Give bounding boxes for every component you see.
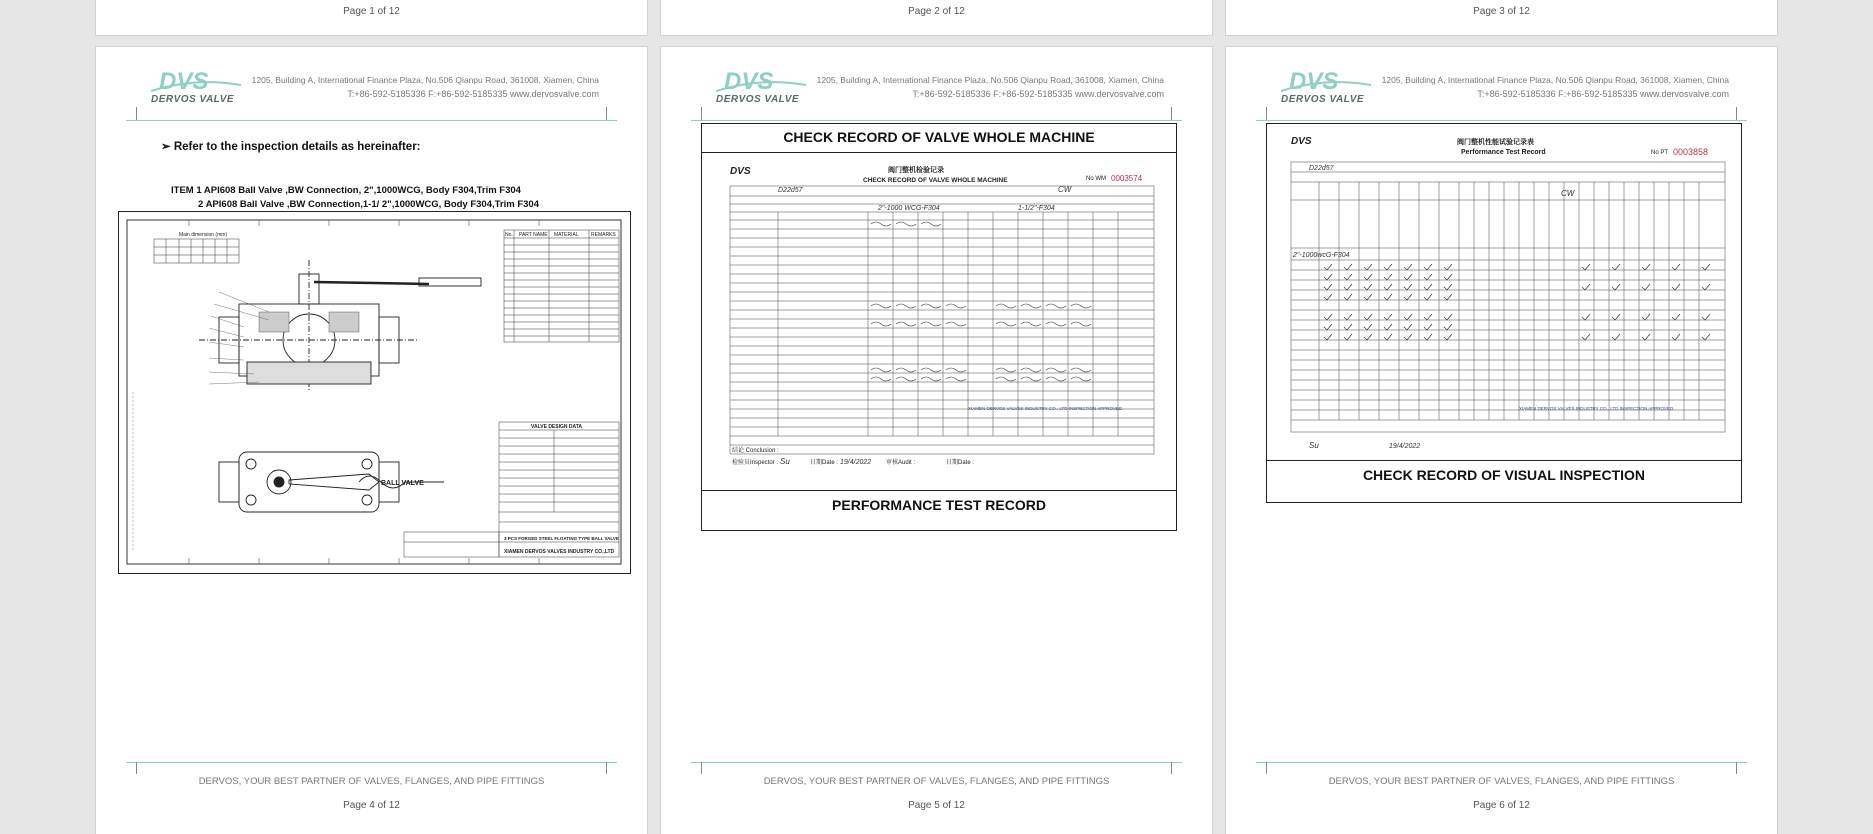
whole-machine-record-box (701, 123, 1177, 531)
svg-text:REMARKS: REMARKS (591, 232, 616, 238)
performance-test-scan (1289, 130, 1729, 456)
svg-text:Performance Test Record: Performance Test Record (1461, 149, 1546, 156)
company-contact: T:+86-592-5185336 F:+86-592-5185335 www.dervosvalve.com (347, 89, 599, 99)
dvs-logo-mark (716, 67, 806, 95)
footer-rule (691, 762, 1182, 763)
svg-text:0003858: 0003858 (1673, 147, 1709, 157)
svg-text:日期Date :: 日期Date : (810, 460, 839, 466)
page-number: Page 2 of 12 (908, 6, 965, 17)
svg-text:DVS: DVS (730, 166, 751, 177)
footer-slogan: DERVOS, YOUR BEST PARTNER OF VALVES, FLANGES, AND PIPE FITTINGS (763, 776, 1110, 787)
svg-text:BALL VALVE: BALL VALVE (381, 480, 424, 487)
svg-text:No PT: No PT (1651, 150, 1669, 156)
record-title-bottom: CHECK RECORD OF VISUAL INSPECTION (1362, 467, 1646, 483)
page-6 (1225, 46, 1778, 834)
dvs-logo-mark (1281, 67, 1371, 95)
svg-text:CW: CW (1561, 189, 1575, 198)
company-contact: T:+86-592-5185336 F:+86-592-5185335 www.dervosvalve.com (1477, 89, 1729, 99)
svg-text:检验员Inspector :: 检验员Inspector : (732, 460, 779, 466)
page-number: Page 3 of 12 (1473, 6, 1530, 17)
svg-text:0003574: 0003574 (1111, 174, 1143, 183)
svg-text:No WM: No WM (1086, 176, 1106, 182)
svg-text:日期Date :: 日期Date : (946, 460, 975, 466)
ball-valve-drawing (118, 211, 631, 574)
svg-text:19/4/2022: 19/4/2022 (840, 459, 872, 466)
footer-slogan: DERVOS, YOUR BEST PARTNER OF VALVES, FLANGES, AND PIPE FITTINGS (1328, 776, 1675, 787)
svg-text:2"-1000wcG-F304: 2"-1000wcG-F304 (1293, 252, 1350, 259)
svg-text:D22d57: D22d57 (778, 187, 803, 194)
svg-text:XIAMEN DERVOS VALVES INDUSTRY: XIAMEN DERVOS VALVES INDUSTRY CO., LTD INSPECTION APPROVED (968, 406, 1123, 411)
svg-text:DVS: DVS (724, 68, 774, 95)
page-number: Page 5 of 12 (908, 800, 965, 811)
svg-text:Su: Su (780, 457, 790, 466)
footer-rule (1256, 762, 1747, 763)
page-number: Page 4 of 12 (343, 800, 400, 811)
page-number: Page 6 of 12 (1473, 800, 1530, 811)
svg-text:PART NAME: PART NAME (519, 232, 548, 238)
valve-engineering-drawing (119, 212, 629, 572)
item-1-line: ITEM 1 API608 Ball Valve ,BW Connection, 2",1000WCG, Body F304,Trim F304 (171, 185, 521, 196)
record-title: CHECK RECORD OF VALVE WHOLE MACHINE (783, 129, 1095, 145)
header-rule (1256, 120, 1747, 121)
svg-text:VALVE DESIGN DATA: VALVE DESIGN DATA (531, 424, 583, 430)
svg-text:DVS: DVS (159, 68, 209, 95)
svg-text:结论 Conclusion :: 结论 Conclusion : (732, 448, 779, 454)
svg-text:MATERIAL: MATERIAL (554, 232, 579, 238)
page-1-bottom (95, 0, 648, 36)
svg-text:Main dimension (mm): Main dimension (mm) (179, 232, 228, 238)
company-contact: T:+86-592-5185336 F:+86-592-5185335 www.dervosvalve.com (912, 89, 1164, 99)
svg-text:Su: Su (1309, 441, 1319, 450)
svg-text:XIAMEN DERVOS VALVES INDUSTRY: XIAMEN DERVOS VALVES INDUSTRY CO.,LTD (504, 549, 615, 555)
whole-machine-scan (728, 160, 1158, 480)
svg-text:3 PCS FORGED STEEL FLOATING TY: 3 PCS FORGED STEEL FLOATING TYPE BALL VALVE (504, 536, 619, 541)
svg-text:2"-1000 WCG-F304: 2"-1000 WCG-F304 (878, 205, 940, 212)
svg-text:CW: CW (1058, 185, 1072, 194)
company-address: 1205, Building A, International Finance Plaza, No.506 Qianpu Road, 361008, Xiamen, China (1381, 75, 1729, 85)
page-2-bottom (660, 0, 1213, 36)
svg-text:XIAMEN DERVOS VALVES INDUSTRY: XIAMEN DERVOS VALVES INDUSTRY CO., LTD INSPECTION APPROVED (1519, 406, 1674, 411)
page-number: Page 1 of 12 (343, 6, 400, 17)
svg-text:DVS: DVS (1289, 68, 1339, 95)
svg-text:CHECK RECORD OF VALVE WHOLE M: CHECK RECORD OF VALVE WHOLE MACHINE (863, 177, 1008, 184)
footer-slogan: DERVOS, YOUR BEST PARTNER OF VALVES, FLANGES, AND PIPE FITTINGS (198, 776, 545, 787)
svg-text:阀门整机检验记录: 阀门整机检验记录 (888, 167, 944, 174)
dervos-logo: DVS DERVOS VALVE (1281, 67, 1371, 109)
dvs-logo-mark (151, 67, 241, 95)
svg-text:阀门整机性能试验记录表: 阀门整机性能试验记录表 (1457, 139, 1534, 146)
svg-text:审核Audit :: 审核Audit : (886, 460, 916, 466)
footer-rule (126, 762, 617, 763)
page-4 (95, 46, 648, 834)
svg-text:19/4/2022: 19/4/2022 (1389, 443, 1421, 450)
header-rule (126, 120, 617, 121)
header-rule (691, 120, 1182, 121)
svg-text:D22d57: D22d57 (1309, 165, 1334, 172)
company-address: 1205, Building A, International Finance Plaza, No.506 Qianpu Road, 361008, Xiamen, China (816, 75, 1164, 85)
company-address: 1205, Building A, International Finance Plaza, No.506 Qianpu Road, 361008, Xiamen, China (251, 75, 599, 85)
svg-text:DVS: DVS (1291, 136, 1312, 147)
inspection-intro: ➢ Refer to the inspection details as hereinafter: (161, 141, 421, 153)
page-3-bottom (1225, 0, 1778, 36)
performance-record-box (1266, 123, 1742, 503)
item-2-line: 2 API608 Ball Valve ,BW Connection,1-1/ 2",1000WCG, Body F304,Trim F304 (198, 199, 539, 210)
dervos-logo: DVS DERVOS VALVE (151, 67, 241, 109)
dervos-logo: DVS DERVOS VALVE (716, 67, 806, 109)
record-title-bottom: PERFORMANCE TEST RECORD (832, 497, 1046, 513)
svg-text:No.: No. (505, 232, 513, 238)
svg-text:1-1/2"-F304: 1-1/2"-F304 (1018, 205, 1055, 212)
page-5 (660, 46, 1213, 834)
